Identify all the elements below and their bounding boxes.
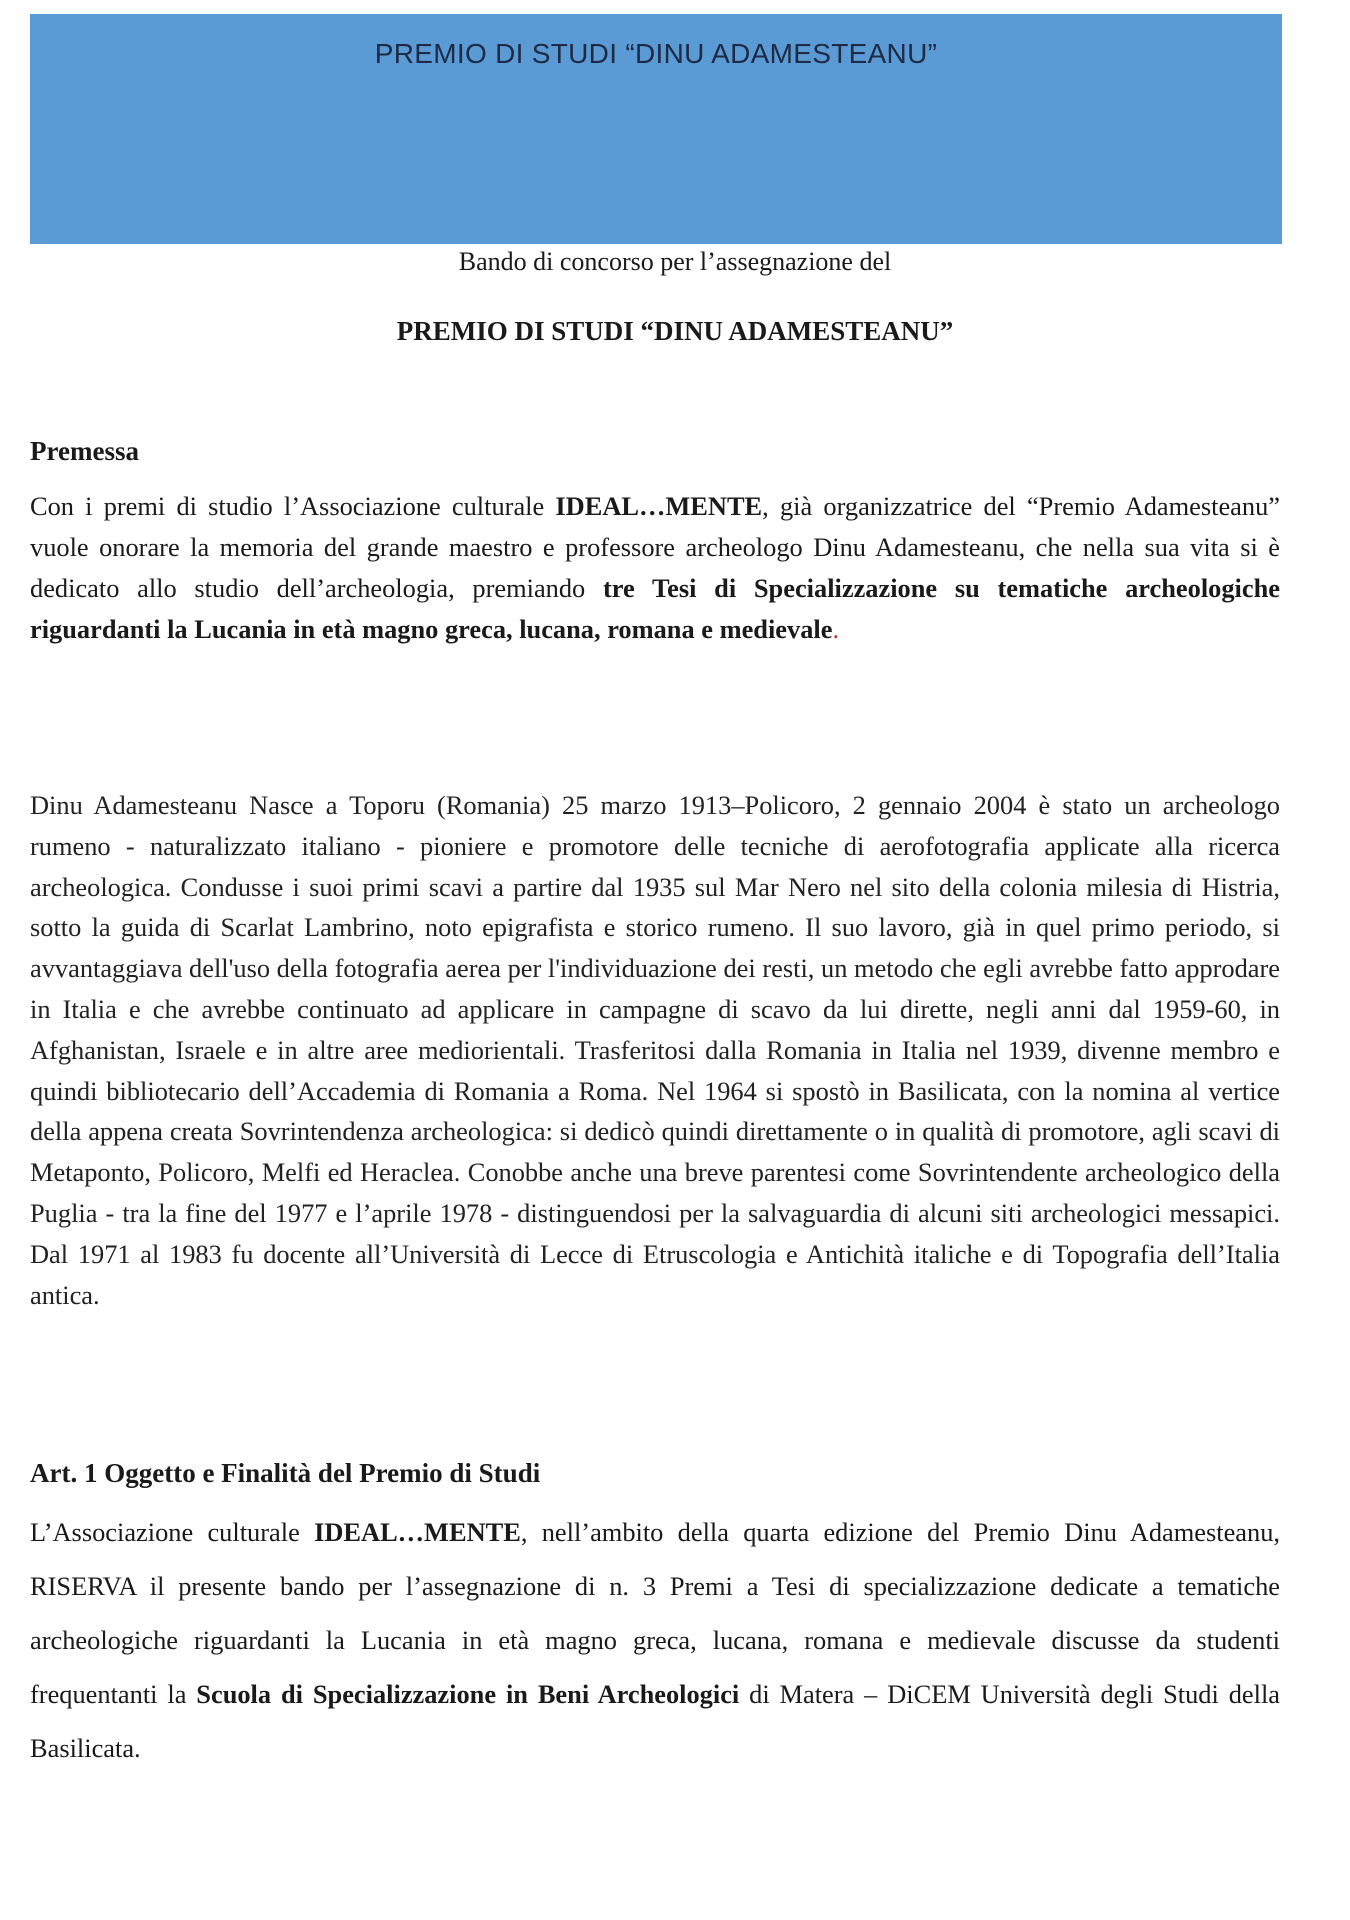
premessa-period: . bbox=[832, 614, 840, 644]
article-1-text-3: di Matera – DiCEM Università degli Studi della Basilicata. bbox=[30, 1679, 1280, 1763]
document-subtitle: Bando di concorso per l’assegnazione del bbox=[458, 247, 892, 276]
document-title: PREMIO DI STUDI “DINU ADAMESTEANU” bbox=[396, 316, 954, 346]
article-1-text-1: L’Associazione culturale bbox=[30, 1517, 315, 1547]
banner-title: PREMIO DI STUDI “DINU ADAMESTEANU” bbox=[374, 38, 938, 69]
premessa-text-1: Con i premi di studio l’Associazione culturale bbox=[30, 491, 556, 521]
premessa-paragraph bbox=[30, 486, 1280, 650]
article-1-heading: Art. 1 Oggetto e Finalità del Premio di Studi bbox=[30, 1458, 541, 1488]
premessa-highlight: tre Tesi di Specializzazione su tematiche archeologiche riguardanti la Lucania in età magno greca, lucana, romana e medievale bbox=[30, 573, 1280, 644]
association-name: IDEAL…MENTE bbox=[314, 1517, 521, 1547]
premessa-text-2: , già organizzatrice del “Premio Adamesteanu” vuole onorare la memoria del grande maestro e professore archeologo Dinu Adamesteanu, che nella sua vita si è dedicato allo studio dell’archeologia, premiando bbox=[30, 491, 1280, 603]
premessa-heading: Premessa bbox=[30, 436, 139, 466]
article-1-text-2: , nell’ambito della quarta edizione del Premio Dinu Adamesteanu, RISERVA il presente bando per l’assegnazione di n. 3 Premi a Tesi di specializzazione dedicate a tematiche archeologiche riguardanti la Lucania in età magno greca, lucana, romana e medievale discusse da studenti frequentanti la bbox=[30, 1517, 1280, 1709]
article-1-paragraph bbox=[30, 1505, 1280, 1775]
biography-paragraph: Dinu Adamesteanu Nasce a Toporu (Romania) 25 marzo 1913–Policoro, 2 gennaio 2004 è stato un archeologo rumeno - naturalizzato italiano - pioniere e promotore delle tecniche di aerofotografia applicate alla ricerca archeologica. Condusse i suoi primi scavi a partire dal 1935 sul Mar Nero nel sito della colonia milesia di Histria, sotto la guida di Scarlat Lambrino, noto epigrafista e storico rumeno. Il suo lavoro, già in quel primo periodo, si avvantaggiava dell'uso della fotografia aerea per l'individuazione dei resti, un metodo che egli avrebbe fatto approdare in Italia e che avrebbe continuato ad applicare in campagne di scavo da lui dirette, negli anni dal 1959-60, in Afghanistan, Israele e in altre aree mediorientali. Trasferitosi dalla Romania in Italia nel 1939, divenne membro e quindi bibliotecario dell’Accademia di Romania a Roma. Nel 1964 si spostò in Basilicata, con la nomina al vertice della appena creata Sovrintendenza archeologica: si dedicò quindi direttamente o in qualità di promotore, agli scavi di Metaponto, Policoro, Melfi ed Heraclea. Conobbe anche una breve parentesi come Sovrintendente archeologico della Puglia - tra la fine del 1977 e l’aprile 1978 - distinguendosi per la salvaguardia di alcuni siti archeologici messapici. Dal 1971 al 1983 fu docente all’Università di Lecce di Etruscologia e Antichità italiche e di Topografia dell’Italia antica. bbox=[30, 790, 1280, 1310]
association-name: IDEAL…MENTE bbox=[555, 491, 763, 521]
school-name: Scuola di Specializzazione in Beni Archeologici bbox=[196, 1679, 740, 1709]
header-banner bbox=[30, 14, 1282, 244]
